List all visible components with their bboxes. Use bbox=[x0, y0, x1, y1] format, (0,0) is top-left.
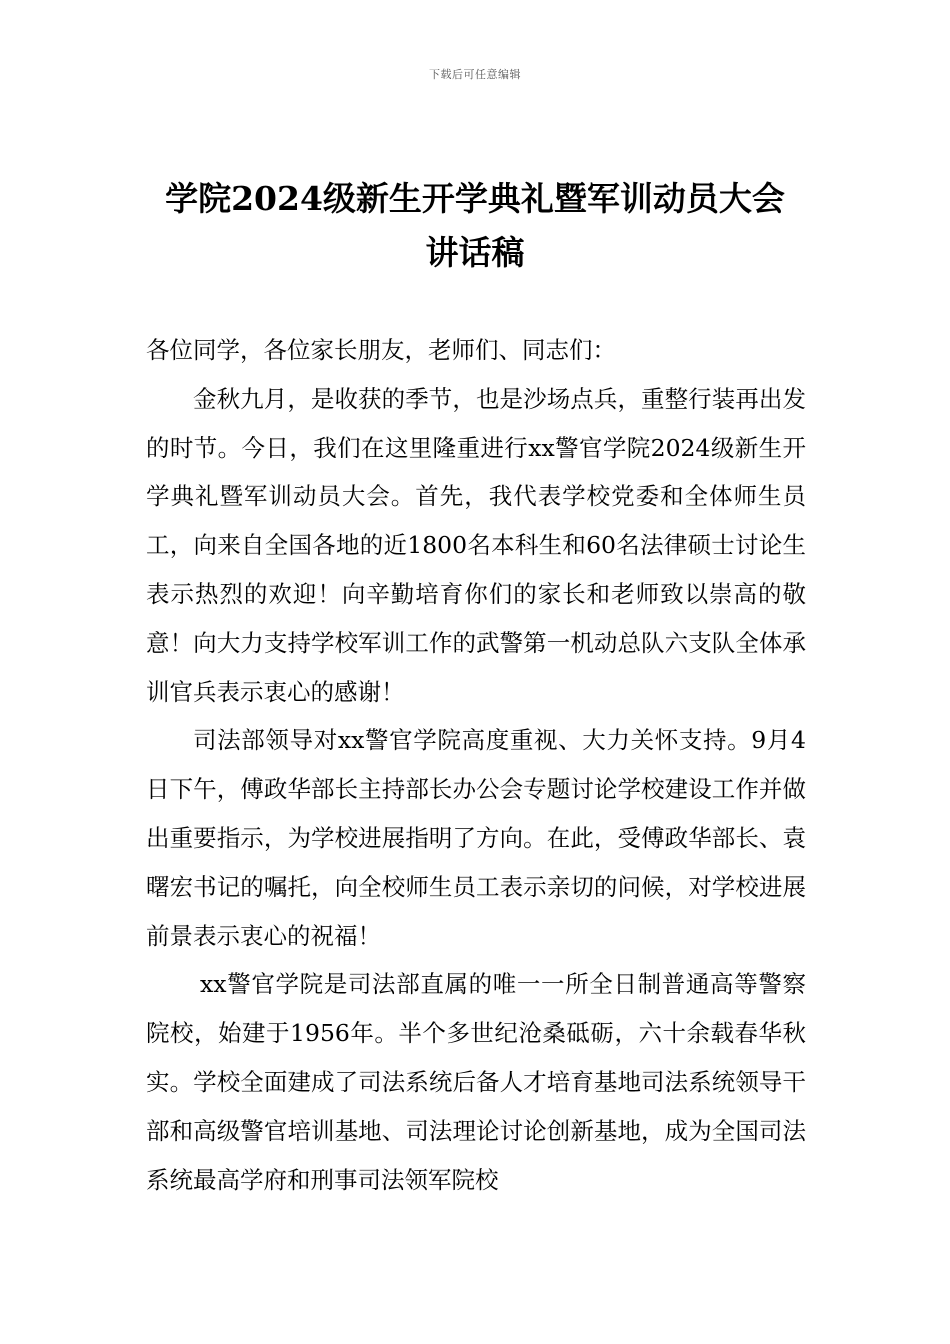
salutation: 各位同学，各位家长朋友，老师们、同志们： bbox=[146, 336, 616, 364]
document-body bbox=[146, 326, 806, 1204]
document-title bbox=[120, 172, 830, 280]
title-line-2: 讲话稿 bbox=[425, 233, 525, 272]
paragraph-2: 司法部领导对xx警官学院高度重视、大力关怀支持。9月4日下午，傅政华部长主持部长办公会专题讨论学校建设工作并做出重要指示，为学校进展指明了方向。在此，受傅政华部长、袁曙宏书记的嘱托，向全校师生员工表示亲切的问候，对学校进展前景表示衷心的祝福！ bbox=[146, 726, 806, 950]
paragraph-3: xx警官学院是司法部直属的唯一一所全日制普通高等警察院校，始建于1956年。半个多世纪沧桑砥砺，六十余载春华秋实。学校全面建成了司法系统后备人才培育基地司法系统领导干部和高级警官培训基地、司法理论讨论创新基地，成为全国司法系统最高学府和刑事司法领军院校 bbox=[146, 970, 806, 1194]
title-line-1: 学院2024级新生开学典礼暨军训动员大会 bbox=[165, 179, 785, 218]
header-note: 下载后可任意编辑 bbox=[429, 68, 521, 81]
paragraph-1: 金秋九月，是收获的季节，也是沙场点兵，重整行装再出发的时节。今日，我们在这里隆重进行xx警官学院2024级新生开学典礼暨军训动员大会。首先，我代表学校党委和全体师生员工，向来自全国各地的近1800名本科生和60名法律硕士讨论生表示热烈的欢迎！向辛勤培育你们的家长和老师致以崇高的敬意！向大力支持学校军训工作的武警第一机动总队六支队全体承训官兵表示衷心的感谢！ bbox=[146, 384, 806, 706]
